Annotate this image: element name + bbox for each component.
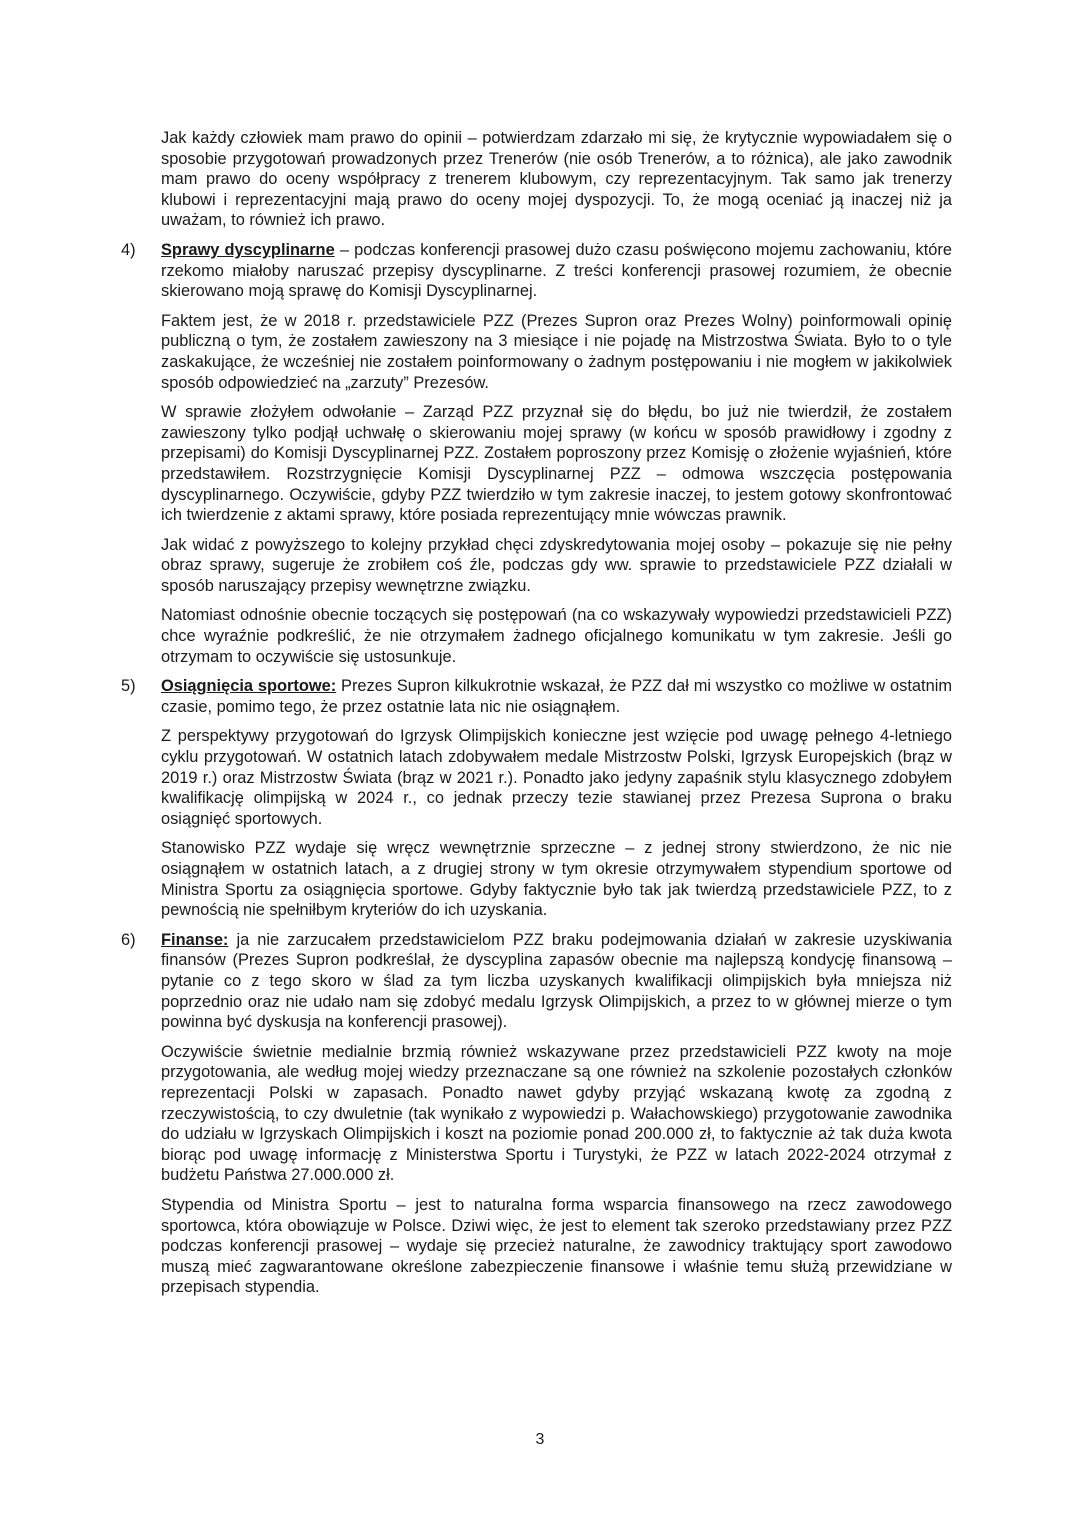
page-number: 3 — [535, 1431, 545, 1448]
section-heading: Finanse: — [161, 930, 229, 949]
paragraph: Stypendia od Ministra Sportu – jest to naturalna forma wsparcia finansowego na rzecz zawodowego sportowca, która obowiązuje w Polsce. Dziwi więc, że jest to element tak szeroko przedstawiany przez PZZ podczas konferencji prasowej – wydaje się przecież naturalne, że zawodnicy traktujący sport zawodowo muszą mieć zagwarantowane określone zabezpieczenie finansowe i właśnie temu służą przewidziane w przepisach stypendia. — [161, 1195, 952, 1297]
paragraph: Stanowisko PZZ wydaje się wręcz wewnętrznie sprzeczne – z jednej strony stwierdzono, że nic nie osiągnąłem w ostatnich latach, a z drugiej strony w tym okresie otrzymywałem stypendium sportowe od Ministra Sportu za osiągnięcia sportowe. Gdyby faktycznie było tak jak twierdzą przedstawiciele PZZ, to z pewnością nie spełniłbym kryteriów do ich uzyskania. — [161, 839, 952, 920]
section-6 — [121, 930, 952, 1033]
section-heading: Osiągnięcia sportowe: — [161, 677, 337, 696]
section-5 — [121, 676, 952, 717]
paragraph: Faktem jest, że w 2018 r. przedstawiciele PZZ (Prezes Supron oraz Prezes Wolny) poinformowali opinię publiczną o tym, że zostałem zawieszony na 3 miesiące i nie pojadę na Mistrzostwa Świata. Było to o tyle zaskakujące, że wcześniej nie zostałem poinformowany o żadnym postępowaniu i nie mogłem w jakikolwiek sposób odpowiedzieć na „zarzuty” Prezesów. — [161, 311, 952, 392]
section-number: 4) — [121, 240, 136, 259]
section-lead-text: Prezes Supron kilkukrotnie wskazał, że PZZ dał mi wszystko co możliwe w ostatnim czasie, pomimo tego, że przez ostatnie lata nic nie osiągnąłem. — [161, 677, 952, 716]
section-4 — [121, 240, 952, 302]
paragraph: W sprawie złożyłem odwołanie – Zarząd PZZ przyznał się do błędu, bo już nie twierdził, że zostałem zawieszony tylko podjął uchwałę o skierowaniu mojej sprawy (w końcu w sposób prawidłowy i zgodny z przepisami) do Komisji Dyscyplinarnej PZZ. Zostałem poproszony przez Komisję o złożenie wyjaśnień, które przedstawiłem. Rozstrzygnięcie Komisji Dyscyplinarnej PZZ – odmowa wszczęcia postępowania dyscyplinarnego. Oczywiście, gdyby PZZ twierdziło w tym zakresie inaczej, to jestem gotowy skonfrontować ich twierdzenie z aktami sprawy, które posiada reprezentujący mnie wówczas prawnik. — [161, 403, 952, 525]
intro-paragraph: Jak każdy człowiek mam prawo do opinii – potwierdzam zdarzało mi się, że krytycznie wypowiadałem się o sposobie przygotowań prowadzonych przez Trenerów (nie osób Trenerów, a to różnica), ale jako zawodnik mam prawo do oceny współpracy z trenerem klubowym, czy reprezentacyjnym. Tak samo jak trenerzy klubowi i reprezentacyjni mają prawo do oceny mojej dyspozycji. To, że mogą oceniać ją inaczej niż ja uważam, to również ich prawo. — [161, 129, 952, 230]
section-lead — [161, 240, 952, 302]
section-lead — [161, 676, 952, 717]
paragraph: Oczywiście świetnie medialnie brzmią również wskazywane przez przedstawicieli PZZ kwoty na moje przygotowania, ale według mojej wiedzy przeznaczane są one również na szkolenie pozostałych członków reprezentacji Polski w zapasach. Ponadto nawet gdyby przyjąć wskazaną kwotę za zgodną z rzeczywistością, to czy dwuletnie (tak wynikało z wypowiedzi p. Wałachowskiego) przygotowanie zawodnika do udziału w Igrzyskach Olimpijskich i koszt na poziomie ponad 200.000 zł, to faktycznie aż tak duża kwota biorąc pod uwagę informację z Ministerstwa Sportu i Turystyki, że PZZ w latach 2022-2024 otrzymał z budżetu Państwa 27.000.000 zł. — [161, 1042, 952, 1185]
paragraph: Z perspektywy przygotowań do Igrzysk Olimpijskich konieczne jest wzięcie pod uwagę pełnego 4-letniego cyklu przygotowań. W ostatnich latach zdobywałem medale Mistrzostw Polski, Igrzysk Europejskich (brąz w 2019 r.) oraz Mistrzostw Świata (brąz w 2021 r.). Ponadto jako jedyny zapaśnik stylu klasycznego zdobyłem kwalifikację olimpijską w 2024 r., co jednak przeczy tezie stawianej przez Prezesa Suprona o braku osiągnięć sportowych. — [161, 727, 952, 828]
paragraph: Natomiast odnośnie obecnie toczących się postępowań (na co wskazywały wypowiedzi przedstawicieli PZZ) chce wyraźnie podkreślić, że nie otrzymałem żadnego oficjalnego komunikatu w tym zakresie. Jeśli go otrzymam to oczywiście się ustosunkuje. — [161, 606, 952, 666]
page-content — [121, 128, 952, 1307]
section-lead-text: – podczas konferencji prasowej dużo czasu poświęcono mojemu zachowaniu, które rzekomo miałoby naruszać przepisy dyscyplinarne. Z treści konferencji prasowej rozumiem, że obecnie skierowano moją sprawę do Komisji Dyscyplinarnej. — [161, 240, 952, 301]
section-heading: Sprawy dyscyplinarne — [161, 240, 335, 259]
section-number: 5) — [121, 677, 136, 696]
section-lead — [161, 930, 952, 1033]
paragraph: Jak widać z powyższego to kolejny przykład chęci zdyskredytowania mojej osoby – pokazuje się nie pełny obraz sprawy, sugeruje że zrobiłem coś źle, podczas gdy ww. sprawie to przedstawiciele PZZ działali w sposób naruszający przepisy wewnętrzne związku. — [161, 535, 952, 595]
section-lead-text: ja nie zarzucałem przedstawicielom PZZ braku podejmowania działań w zakresie uzyskiwania finansów (Prezes Supron podkreślał, że dyscyplina zapasów obecnie ma najlepszą kondycję finansową – pytanie co z tego skoro w ślad za tym liczba uzyskanych kwalifikacji olimpijskich była mniejsza niż poprzednio oraz nie udało nam się zdobyć medalu Igrzysk Olimpijskich, a przez to w głównej mierze o tym powinna być dyskusja na konferencji prasowej). — [161, 930, 952, 1032]
section-number: 6) — [121, 930, 136, 949]
